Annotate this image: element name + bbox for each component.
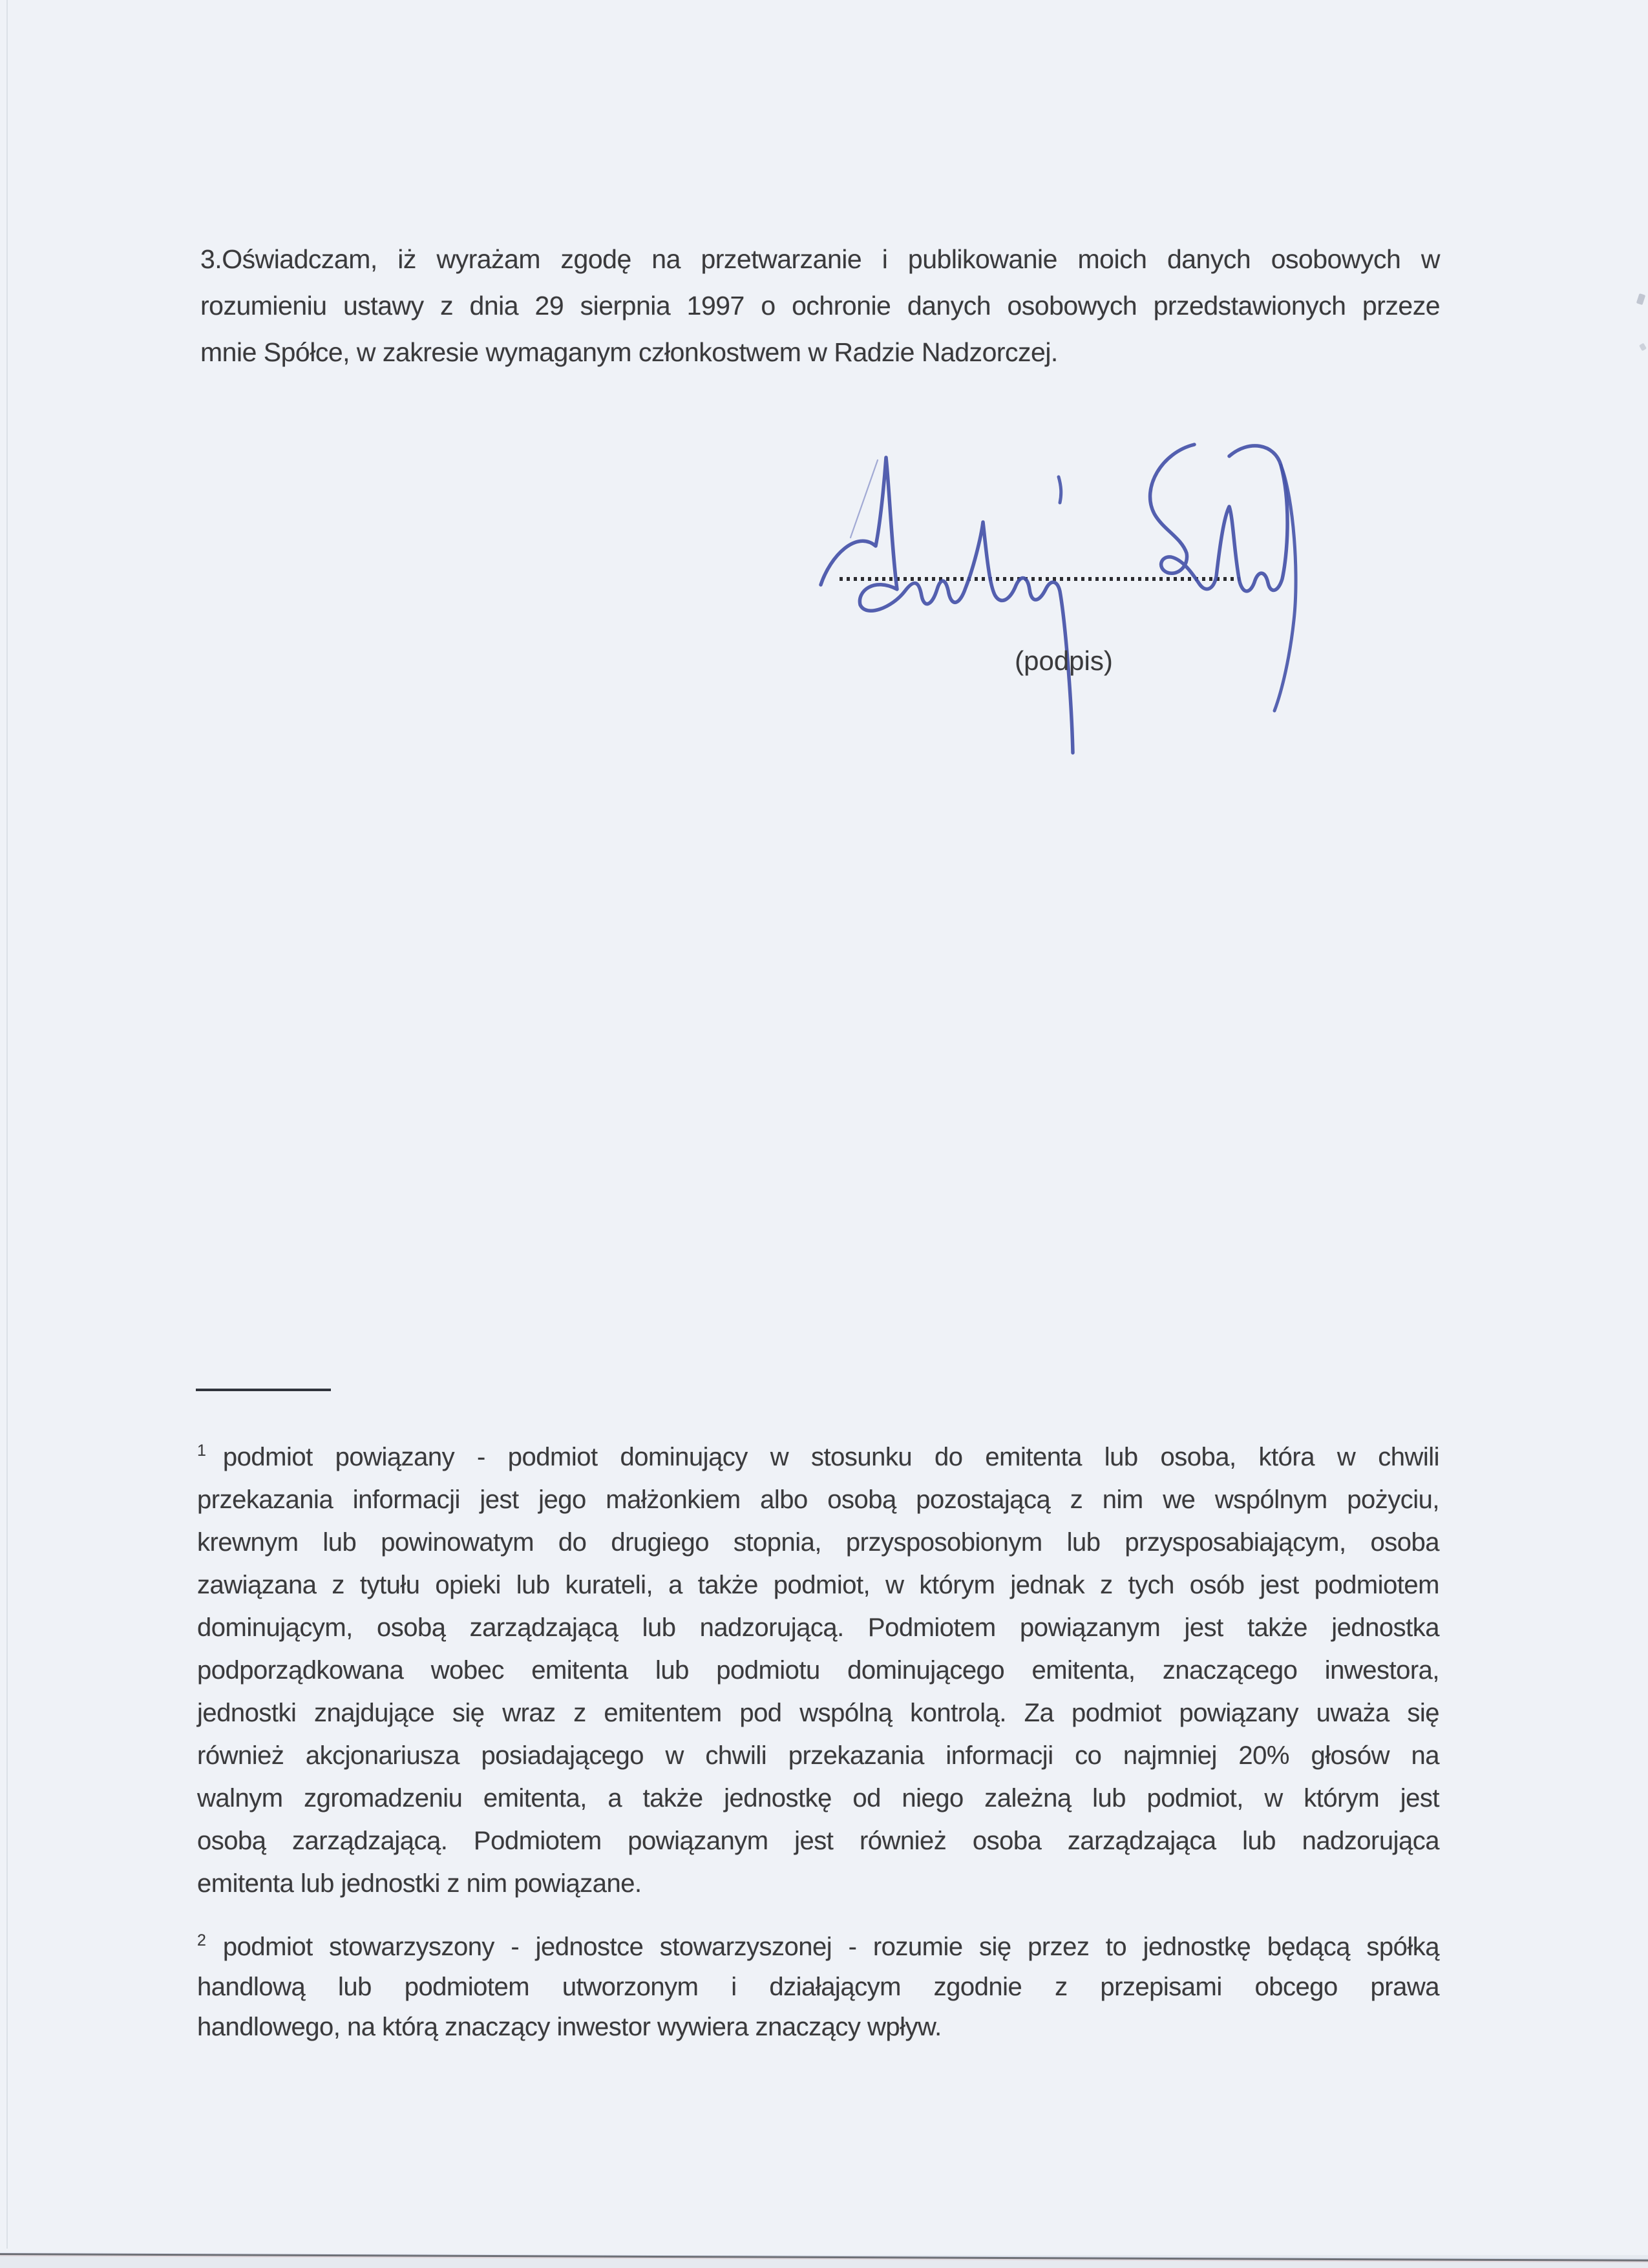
declaration-line: rozumieniu ustawy z dnia 29 sierpnia 1997 o ochronie danych osobowych przedstawionych przeze [200, 291, 1440, 320]
declaration-line: mnie Spółce, w zakresie wymaganym członkostwem w Radzie Nadzorczej. [200, 337, 1058, 367]
scan-speck [1639, 343, 1647, 352]
footnote-line: walnym zgromadzeniu emitenta, a także jednostkę od niego zależną lub podmiot, w którym jest [197, 1784, 1439, 1812]
footnote-line: jednostki znajdujące się wraz z emitentem pod wspólną kontrolą. Za podmiot powiązany uważa się [197, 1699, 1439, 1727]
footnote-marker: 1 [197, 1442, 206, 1460]
footnote-2 [197, 1920, 1439, 2047]
footnote-line: handlową lub podmiotem utworzonym i działającym zgodnie z przepisami obcego prawa [197, 1973, 1439, 2001]
signature-caption: (podpis) [1015, 646, 1113, 676]
footnote-line: podporządkowana wobec emitenta lub podmiotu dominującego emitenta, znaczącego inwestora, [197, 1656, 1439, 1685]
footnote-marker: 2 [197, 1931, 206, 1949]
footnote-line-text: podmiot stowarzyszony - jednostce stowarzyszonej - rozumie się przez to jednostkę będącą spółką [222, 1933, 1439, 1961]
footnote-line: również akcjonariusza posiadającego w chwili przekazania informacji co najmniej 20% głosów na [197, 1741, 1439, 1770]
scan-speck [1636, 293, 1645, 305]
declaration-paragraph [200, 236, 1440, 375]
footnote-line: dominującym, osobą zarządzającą lub nadzorującą. Podmiotem powiązanym jest także jednostka [197, 1613, 1439, 1642]
footnote-line: handlowego, na którą znaczący inwestor wywiera znaczący wpływ. [197, 2013, 942, 2041]
declaration-line: 3.Oświadczam, iż wyrażam zgodę na przetwarzanie i publikowanie moich danych osobowych w [200, 244, 1440, 274]
scan-artifact-left-line [6, 0, 8, 2249]
footnote-line [197, 1920, 1439, 1967]
footnote-1 [197, 1429, 1439, 1905]
footnote-line: zawiązana z tytułu opieki lub kurateli, a także podmiot, w którym jednak z tych osób jest podmiotem [197, 1571, 1439, 1599]
footnote-line: osobą zarządzającą. Podmiotem powiązanym jest również osoba zarządzająca lub nadzorująca [197, 1827, 1439, 1855]
footnote-line-text: podmiot powiązany - podmiot dominujący w stosunku do emitenta lub osoba, która w chwili [222, 1443, 1439, 1471]
footnote-divider [196, 1389, 331, 1391]
footnote-line: przekazania informacji jest jego małżonkiem albo osobą pozostającą z nim we wspólnym pożyciu, [197, 1486, 1439, 1514]
footnote-line: krewnym lub powinowatym do drugiego stopnia, przysposobionym lub przysposabiającym, osoba [197, 1528, 1439, 1557]
footnote-line [197, 1429, 1439, 1478]
footnote-line: emitenta lub jednostki z nim powiązane. [197, 1869, 642, 1898]
